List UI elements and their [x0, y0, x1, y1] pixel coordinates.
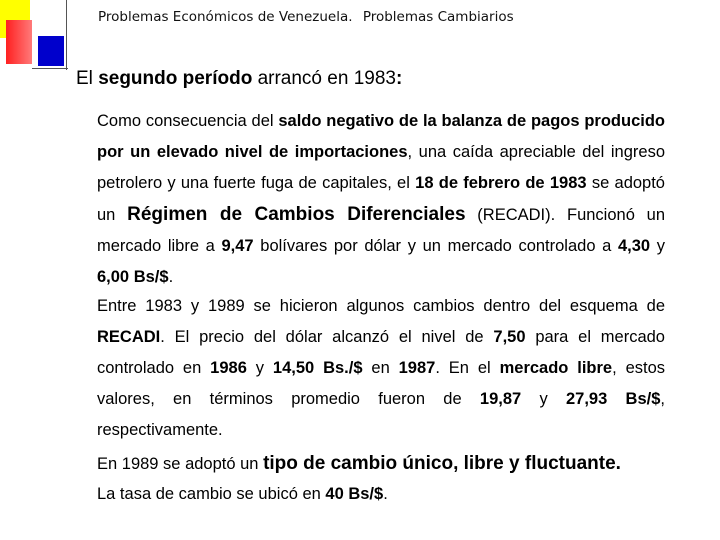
decor-vertical-line	[66, 0, 67, 70]
title-emphasis: segundo período	[98, 68, 253, 89]
decor-blue-square	[38, 36, 64, 66]
regimen-term: Régimen de Cambios Diferenciales	[127, 204, 466, 225]
tipo-cambio-term: tipo de cambio único, libre y fluctuante.	[263, 453, 621, 474]
header-subject: Problemas Económicos de Venezuela.	[98, 9, 353, 25]
slide-title: El segundo período arrancó en 1983:	[76, 68, 403, 89]
header-topic: Problemas Cambiarios	[362, 9, 514, 25]
paragraph-recadi: Como consecuencia del saldo negativo de la balanza de pagos producido por un elevado nivel de importaciones, una caída apreciable del ingreso petrolero y una fuerte fuga de capitales, el 18 de febrero de 1983 se adoptó un Régimen de Cambios Diferenciales (RECADI). Funcionó un mercado libre a 9,47 bolívares por dólar y un mercado controlado a 4,30 y 6,00 Bs/$.	[97, 112, 666, 286]
slide-header	[98, 9, 514, 25]
paragraph-1989: En 1989 se adoptó un tipo de cambio único, libre y fluctuante. La tasa de cambio se ubicó en 40 Bs/$.	[97, 453, 621, 503]
decor-red-square	[6, 20, 32, 64]
decor-horizontal-line	[32, 68, 68, 69]
paragraph-changes-1983-1989: Entre 1983 y 1989 se hicieron algunos cambios dentro del esquema de RECADI. El precio del dólar alcanzó el nivel de 7,50 para el mercado controlado en 1986 y 14,50 Bs./$ en 1987. En el mercado libre, estos valores, en términos promedio fueron de 19,87 y 27,93 Bs/$, respectivamente.	[97, 297, 666, 439]
